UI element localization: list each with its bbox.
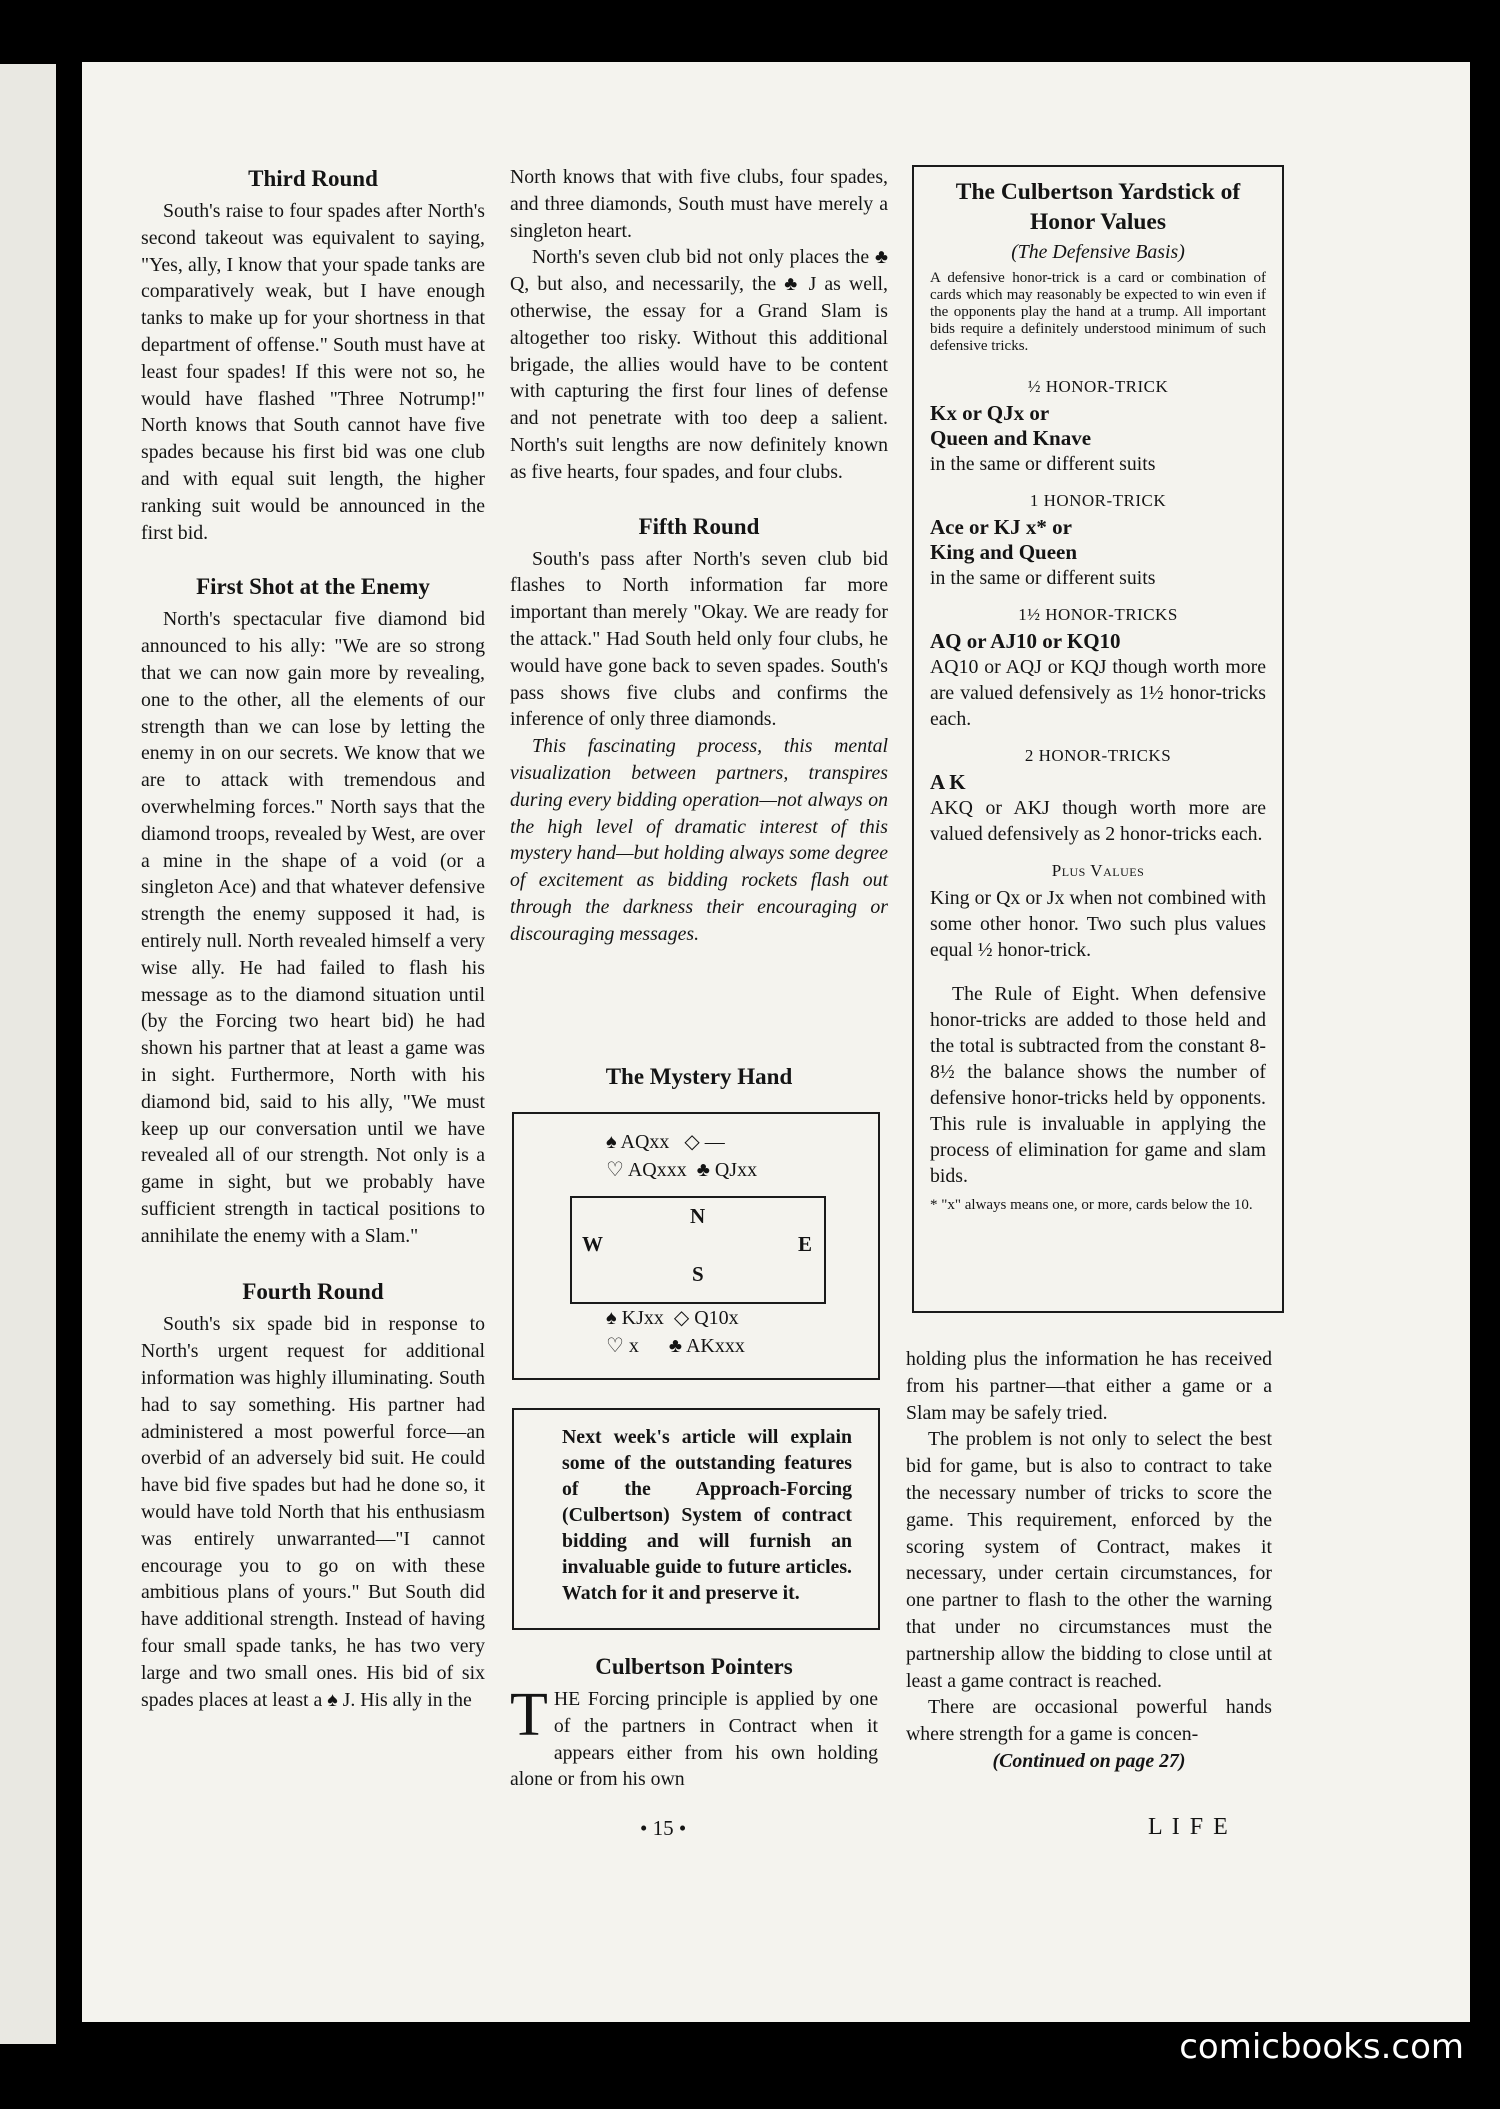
- one-half-line-1: AQ or AJ10 or KQ10: [930, 629, 1121, 653]
- heading-fifth-round: Fifth Round: [638, 513, 760, 539]
- category-one-honor-trick: 1 HONOR-TRICK: [1029, 491, 1167, 510]
- paragraph: South's six spade bid in response to North's urgent request for additional information was highly illuminating. South had to say something. His partner had administered a most powerful force—an overbid of an adversely bid suit. He could have bid five spades but had he done so, it would have told North that his enthusiasm was entirely unwarranted—"I cannot encourage you to go on with these ambitious plans of yours." But South did have additional strength. Instead of having four small spade tanks, he has two very large and two small ones. His bid of six spades places at least a ♠ J. His ally in the: [141, 1313, 485, 1711]
- one-line-2: King and Queen: [930, 540, 1078, 564]
- sidebar-subtitle: (The Defensive Basis): [1011, 241, 1185, 263]
- category-plus-values: Plus Values: [1051, 861, 1145, 880]
- half-line-1: Kx or QJx or: [930, 401, 1050, 425]
- page-number: • 15 •: [640, 1816, 687, 1840]
- column-2: [510, 164, 888, 948]
- paragraph: The problem is not only to select the best bid for game, but is also to contract to take the necessary number of tricks to score the game. This requirement, enforced by the scoring system of Contract, makes it necessary, under certain circumstances, for one partner to flash to the other the warning that under no circumstances must the partnership allow the bidding to close until at least a game contract is reached.: [906, 1428, 1272, 1692]
- rule-of-eight: The Rule of Eight. When defensive honor-tricks are added to those held and the total is subtracted from the constant 8-8½ the balance shows the number of defensive honor-tricks held by opponents. This rule is invaluable in applying the process of elimination for game and slam bids.: [930, 983, 1266, 1187]
- south-hand-line-1: ♠ KJxx ◇ Q10x: [606, 1307, 739, 1329]
- previous-page-edge: [0, 64, 56, 2044]
- heading-culbertson-pointers: Culbertson Pointers: [595, 1654, 793, 1679]
- compass-north: N: [690, 1204, 706, 1228]
- next-week-notice: [512, 1408, 880, 1630]
- notice-text: Next week's article will explain some of the outstanding features of the Approach-Forcing (Culbertson) System of contract bidding and will furnish an invaluable guide to future articles. Watch for it and preserve it.: [562, 1426, 852, 1604]
- sidebar-intro: A defensive honor-trick is a card or combination of cards which may reasonably be expected to win even if the opponents play the hand at a trump. All important bids require a definitely understood minimum of such defensive tricks.: [930, 270, 1266, 354]
- column-1: [141, 164, 485, 1713]
- sidebar-title: The Culbertson Yardstick of Honor Values: [955, 179, 1241, 235]
- paragraph: South's raise to four spades after North's second takeout was equivalent to saying, "Yes, ally, I know that your spade tanks are comparatively weak, but I have enough tanks to make up for your shortness in that department of offense." South must have at least four spades! If this were not so, he would have flashed "Three Notrump!" North knows that South cannot have five spades because his first bid was one club and with equal suit length, the higher ranking suit would be announced in the first bid.: [141, 200, 485, 544]
- north-hand-line-1: ♠ AQxx ◇ —: [606, 1131, 725, 1153]
- half-line-2: Queen and Knave: [930, 426, 1092, 450]
- category-two-honor-tricks: 2 HONOR-TRICKS: [1024, 746, 1172, 765]
- pointers-text: HE Forcing principle is applied by one of the partners in Contract when it appears either from his own holding alone or from his own: [510, 1688, 878, 1791]
- compass-east: E: [797, 1232, 812, 1256]
- heading-fourth-round: Fourth Round: [242, 1279, 384, 1305]
- paragraph: This fascinating process, this mental visualization between partners, transpires during every bidding operation—not always on the high level of dramatic interest of this mystery hand—but holding always some degree of excitement as bidding rockets flash out through the darkness their encouraging or discouraging messages.: [510, 735, 888, 945]
- paragraph: There are occasional powerful hands where strength for a game is concen-: [906, 1696, 1272, 1746]
- compass-south: S: [692, 1262, 704, 1286]
- sidebar-footnote: * "x" always means one, or more, cards below the 10.: [930, 1197, 1253, 1213]
- heading-first-shot: First Shot at the Enemy: [196, 574, 430, 600]
- column-3: [906, 1346, 1272, 1775]
- one-text: in the same or different suits: [930, 567, 1156, 589]
- north-hand-line-2: ♡ AQxxx ♣ QJxx: [606, 1159, 758, 1181]
- plus-text: King or Qx or Jx when not combined with some other honor. Two such plus values equal ½ honor-trick.: [930, 887, 1266, 961]
- paragraph: North's spectacular five diamond bid announced to his ally: "We are so strong that we can now gain more by revealing, one to the other, all the elements of our strength than we can lose by letting the enemy in on our secrets. We know that we are to attack with tremendous and overwhelming forces." North says that the diamond troops, revealed by West, are over a mine in the shape of a void (or a singleton Ace) and that whatever defensive strength the enemy supposed it had, is entirely null. North revealed himself a very wise ally. He had failed to flash his message as to the diamond situation until (by the Forcing two heart bid) he had shown his partner that at least a game was in sight. Furthermore, North with his diamond bid, said to his ally, "We must keep up our conversation until we have revealed all of our strength. Not only is a game in sight, but we probably have sufficient strength in tactical positions to annihilate the enemy with a Slam.": [141, 608, 485, 1247]
- drop-cap: T: [510, 1681, 548, 1749]
- one-half-text: AQ10 or AQJ or KQJ though worth more are valued defensively as 1½ honor-tricks each.: [930, 656, 1266, 730]
- category-half-honor-trick: ½ HONOR-TRICK: [1027, 377, 1169, 396]
- two-line-1: A K: [930, 770, 966, 794]
- yardstick-sidebar: [912, 165, 1284, 1313]
- category-one-half-honor-tricks: 1½ HONOR-TRICKS: [1018, 605, 1178, 624]
- heading-mystery-hand: The Mystery Hand: [605, 1064, 793, 1089]
- half-text: in the same or different suits: [930, 453, 1156, 475]
- paragraph: North's seven club bid not only places the ♣ Q, but also, and necessarily, the ♣ J as well, otherwise, the essay for a Grand Slam is altogether too risky. Without this additional brigade, the allies would have to be content with capturing the first four lines of defense and not penetrate with too deep a salient. North's suit lengths are now definitely known as five hearts, four spades, and four clubs.: [510, 246, 888, 483]
- paragraph: South's pass after North's seven club bid flashes to North information far more important than merely "Okay. We are ready for the attack." Had South held only four clubs, he would have gone back to seven spades. South's pass shows five clubs and confirms the inference of only three diamonds.: [510, 547, 888, 731]
- paragraph: North knows that with five clubs, four spades, and three diamonds, South must have merely a singleton heart.: [510, 166, 888, 242]
- heading-third-round: Third Round: [248, 166, 378, 191]
- magazine-name: L I F E: [1148, 1814, 1230, 1840]
- compass-table: [570, 1196, 826, 1304]
- compass-west: W: [582, 1232, 603, 1256]
- paragraph: holding plus the information he has received from his partner—that either a game or a Slam may be safely tried.: [906, 1348, 1272, 1424]
- pointers-section: [510, 1652, 878, 1793]
- paragraph: [510, 1681, 878, 1793]
- watermark: comicbooks.com: [1179, 2027, 1464, 2067]
- continued-note: (Continued on page 27): [992, 1749, 1186, 1772]
- one-line-1: Ace or KJ x* or: [930, 515, 1072, 539]
- mystery-hand-diagram: [512, 1112, 880, 1380]
- two-text: AKQ or AKJ though worth more are valued defensively as 2 honor-tricks each.: [930, 797, 1266, 845]
- south-hand-line-2: ♡ x ♣ AKxxx: [606, 1335, 745, 1357]
